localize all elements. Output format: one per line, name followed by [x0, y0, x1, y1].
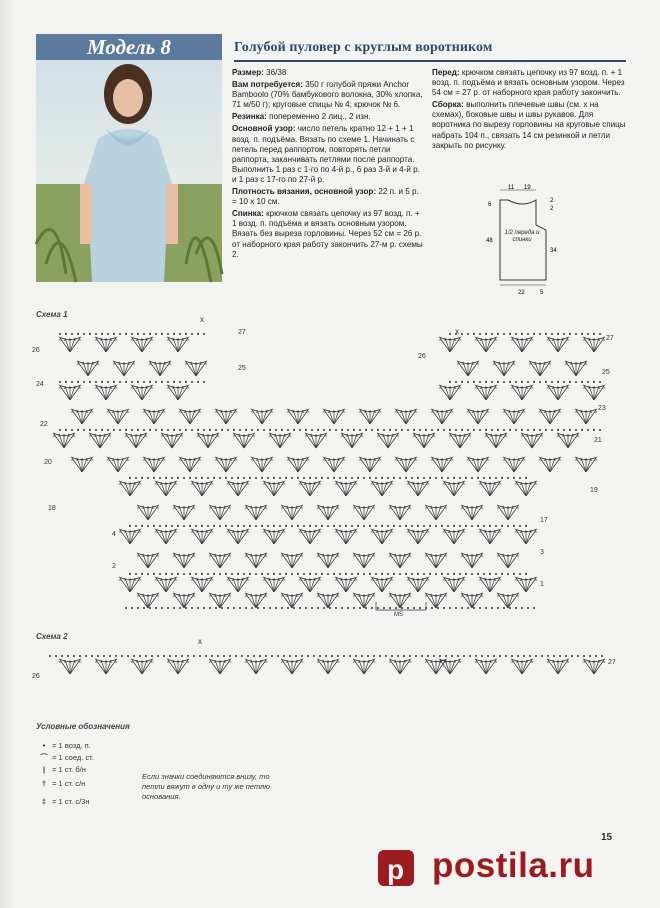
- stitch-fan: [515, 529, 537, 544]
- stitch-fan: [547, 385, 569, 400]
- stitch-fan: [77, 361, 99, 376]
- stitch-fan: [167, 659, 189, 674]
- seam-mark: x: [200, 315, 204, 324]
- chain-row: [59, 429, 601, 431]
- stitch-fan: [371, 529, 393, 544]
- stitch-fan: [173, 593, 195, 608]
- model-photo: [36, 34, 222, 282]
- schematic-label: 19: [524, 185, 531, 191]
- stitch-fan: [215, 457, 237, 472]
- schematic-label: 34: [550, 248, 557, 254]
- row-number: 17: [540, 517, 548, 524]
- stitch-fan: [263, 529, 285, 544]
- stitch-fan: [467, 457, 489, 472]
- stitch-fan: [389, 553, 411, 568]
- stitch-fan: [497, 553, 519, 568]
- stitch-fan: [575, 457, 597, 472]
- stitch-fan: [511, 337, 533, 352]
- stitch-fan: [71, 409, 93, 424]
- back-paragraph: Спинка: крючком связать цепочку из 97 возд. п. + 1 возд. п. подъёма и вязать основным узором. Вязать без выреза горловины. Через 52 см = 26 р. от наборного края работу закончить 27-м р. схемы 2.: [232, 209, 423, 259]
- stitch-fan: [511, 385, 533, 400]
- row-number: 20: [44, 459, 52, 466]
- stitch-fan: [529, 361, 551, 376]
- stitch-fan: [107, 457, 129, 472]
- stitch-fan: [269, 433, 291, 448]
- stitch-fan: [503, 409, 525, 424]
- stitch-fan: [167, 337, 189, 352]
- stitch-fan: [155, 481, 177, 496]
- stitch-fan: [547, 659, 569, 674]
- stitch-fan: [209, 553, 231, 568]
- schema1-diagram: [30, 315, 630, 618]
- stitch-fan: [431, 457, 453, 472]
- stitch-fan: [389, 659, 411, 674]
- chain-row: [129, 525, 527, 527]
- stitch-fan: [89, 433, 111, 448]
- stitch-fan: [251, 457, 273, 472]
- stitch-fan: [95, 337, 117, 352]
- stitch-fan: [359, 409, 381, 424]
- row-number: 2: [112, 563, 116, 570]
- stitch-fan: [209, 505, 231, 520]
- stitch-fan: [167, 385, 189, 400]
- stitch-fan: [521, 433, 543, 448]
- stitch-fan: [173, 553, 195, 568]
- stitch-fan: [377, 433, 399, 448]
- stitch-fan: [497, 593, 519, 608]
- stitch-fan: [209, 659, 231, 674]
- stitch-fan: [539, 457, 561, 472]
- stitch-fan: [143, 409, 165, 424]
- stitch-fan: [341, 433, 363, 448]
- stitch-fan: [353, 593, 375, 608]
- stitch-fan: [475, 385, 497, 400]
- schematic-label: 5: [540, 290, 544, 296]
- schema2-diagram: [30, 638, 630, 698]
- chain-row: [125, 607, 535, 609]
- stitch-fan: [131, 337, 153, 352]
- row-number: 19: [590, 487, 598, 494]
- stitch-fan: [583, 337, 605, 352]
- postila-logo-icon: [372, 846, 422, 890]
- row-number: 18: [48, 505, 56, 512]
- gauge-paragraph: Плотность вязания, основной узор: 22 п. и 5 р. = 10 х 10 см.: [232, 187, 419, 207]
- stitch-fan: [299, 481, 321, 496]
- schematic-label: 22: [518, 290, 525, 296]
- row-number: 22: [40, 421, 48, 428]
- stitch-fan: [59, 659, 81, 674]
- chain-row: [449, 381, 601, 383]
- stitch-fan: [161, 433, 183, 448]
- stitch-fan: [443, 577, 465, 592]
- stitch-fan: [215, 409, 237, 424]
- stitch-fan: [317, 553, 339, 568]
- stitch-fan: [299, 577, 321, 592]
- stitch-fan: [583, 385, 605, 400]
- stitch-fan: [583, 659, 605, 674]
- row-number: 25: [238, 365, 246, 372]
- stitch-fan: [497, 505, 519, 520]
- schema2-title: Схема 2: [36, 632, 68, 641]
- schematic-label: 11: [508, 185, 515, 191]
- stitch-fan: [245, 659, 267, 674]
- stitch-fan: [371, 577, 393, 592]
- stitch-fan: [227, 577, 249, 592]
- row-number: 3: [540, 549, 544, 556]
- stitch-fan: [425, 505, 447, 520]
- row-number: 27: [606, 335, 614, 342]
- stitch-fan: [281, 505, 303, 520]
- stitch-fan: [131, 385, 153, 400]
- stitch-fan: [475, 659, 497, 674]
- stitch-fan: [263, 481, 285, 496]
- stitch-fan: [547, 337, 569, 352]
- stitch-fan: [479, 577, 501, 592]
- stitch-fan: [431, 409, 453, 424]
- stitch-fan: [439, 659, 461, 674]
- row-number: 4: [112, 531, 116, 538]
- stitch-fan: [185, 361, 207, 376]
- stitch-fan: [137, 553, 159, 568]
- stitch-fan: [335, 529, 357, 544]
- schematic-label: 2: [550, 206, 554, 212]
- seam-mark: x: [198, 637, 202, 646]
- stitch-fan: [137, 505, 159, 520]
- legend-item: ‡ = 1 ст. с/3н: [41, 797, 90, 806]
- row-number: 27: [608, 659, 616, 666]
- stitch-fan: [443, 529, 465, 544]
- model-photo-image: [36, 34, 222, 282]
- stitch-fan: [425, 593, 447, 608]
- schematic-label: 2: [550, 198, 554, 204]
- stitch-fan: [59, 337, 81, 352]
- stitch-fan: [317, 659, 339, 674]
- stitch-fan: [461, 553, 483, 568]
- stitch-fan: [317, 593, 339, 608]
- stitch-fan: [425, 553, 447, 568]
- stitch-fan: [425, 659, 447, 674]
- stitch-fan: [565, 361, 587, 376]
- stitch-fan: [119, 529, 141, 544]
- stitch-fan: [263, 577, 285, 592]
- stitch-fan: [353, 553, 375, 568]
- stitch-fan: [245, 505, 267, 520]
- stitch-fan: [371, 481, 393, 496]
- schematic-label: 48: [486, 238, 493, 244]
- stitch-fan: [467, 409, 489, 424]
- stitch-fan: [413, 433, 435, 448]
- chain-row: [59, 333, 205, 335]
- front-paragraph: Перед: крючком связать цепочку из 97 возд. п. + 1 возд. п. подъёма и вязать основным узором. Через 54 см = 27 р. от наборного края работу закончить.: [432, 68, 625, 98]
- stitch-fan: [59, 385, 81, 400]
- stitch-fan: [227, 529, 249, 544]
- stitch-fan: [197, 433, 219, 448]
- stitch-fan: [457, 361, 479, 376]
- row-number: 24: [36, 381, 44, 388]
- stitch-fan: [443, 481, 465, 496]
- instructions-left-column: [232, 68, 424, 262]
- stitch-fan: [53, 433, 75, 448]
- schema1-title: Схема 1: [36, 310, 68, 319]
- stitch-fan: [335, 481, 357, 496]
- legend-item: | = 1 ст. б/н: [42, 765, 86, 774]
- stitch-fan: [233, 433, 255, 448]
- legend-note: Если значки соединяются внизу, то петли вяжут в одну и ту же петлю основания.: [142, 772, 270, 801]
- schematic-center-text: 1/2 переда и спинки: [504, 230, 540, 243]
- stitch-fan: [353, 505, 375, 520]
- legend-item: ⌒ = 1 соед. ст.: [40, 753, 94, 762]
- stitch-fan: [131, 659, 153, 674]
- main-pattern-paragraph: Основной узор: число петель кратно 12 + 1 + 1 возд. п. подъёма. Вязать по схеме 1. Начинать с петель перед раппортом, повторять петли раппорта, заканчивать петлями после раппорта. Выполнить 1 раз с 1-го по 4-й р., 6 раз 3-й и 4-й р. и 1 раз с 17-го по 27-й р.: [232, 124, 420, 184]
- stitch-fan: [461, 593, 483, 608]
- schematic-label: 6: [488, 202, 492, 208]
- row-number: 21: [594, 437, 602, 444]
- instructions-right-column: [432, 68, 628, 153]
- stitch-fan: [245, 593, 267, 608]
- seam-mark: x: [455, 327, 459, 336]
- stitch-fan: [95, 659, 117, 674]
- stitch-fan: [359, 457, 381, 472]
- stitch-fan: [479, 481, 501, 496]
- stitch-fan: [179, 409, 201, 424]
- page-binding-shadow: [0, 0, 14, 908]
- stitch-fan: [439, 385, 461, 400]
- title-underline: [234, 60, 626, 62]
- stitch-fan: [353, 659, 375, 674]
- stitch-fan: [191, 577, 213, 592]
- stitch-fan: [155, 577, 177, 592]
- stitch-fan: [503, 457, 525, 472]
- stitch-fan: [119, 481, 141, 496]
- stitch-fan: [281, 659, 303, 674]
- legend-title: Условные обозначения: [36, 722, 130, 731]
- stitch-fan: [191, 529, 213, 544]
- stitch-fan: [407, 529, 429, 544]
- stitch-fan: [493, 361, 515, 376]
- stitch-fan: [323, 457, 345, 472]
- stitch-fan: [389, 593, 411, 608]
- stitch-fan: [95, 385, 117, 400]
- stitch-fan: [323, 409, 345, 424]
- stitch-fan: [137, 593, 159, 608]
- stitch-fan: [575, 409, 597, 424]
- page-title: Голубой пуловер с круглым воротником: [234, 40, 493, 55]
- legend-item: • = 1 возд. п.: [42, 741, 91, 750]
- chain-row: [49, 655, 603, 657]
- size-paragraph: Размер: 36/38: [232, 68, 287, 77]
- repeat-label: MS: [394, 612, 403, 618]
- row-number: 26: [32, 673, 40, 680]
- stitch-fan: [281, 593, 303, 608]
- stitch-fan: [191, 481, 213, 496]
- watermark: [372, 846, 642, 890]
- stitch-fan: [155, 529, 177, 544]
- stitch-fan: [305, 433, 327, 448]
- stitch-fan: [227, 481, 249, 496]
- chain-row: [129, 477, 527, 479]
- stitch-fan: [389, 505, 411, 520]
- stitch-fan: [107, 409, 129, 424]
- row-number: 23: [598, 405, 606, 412]
- stitch-fan: [479, 529, 501, 544]
- row-number: 26: [418, 353, 426, 360]
- model-label: Модель 8: [36, 34, 222, 60]
- row-number: 27: [238, 329, 246, 336]
- stitch-fan: [461, 505, 483, 520]
- stitch-fan: [515, 481, 537, 496]
- stitch-fan: [113, 361, 135, 376]
- stitch-fan: [395, 457, 417, 472]
- stitch-fan: [179, 457, 201, 472]
- garment-schematic: [478, 180, 578, 296]
- stitch-fan: [407, 577, 429, 592]
- row-number: 25: [602, 369, 610, 376]
- stitch-fan: [173, 505, 195, 520]
- stitch-fan: [149, 361, 171, 376]
- watermark-text: postila.ru: [432, 846, 595, 885]
- chain-row: [129, 573, 527, 575]
- stitch-fan: [119, 577, 141, 592]
- stitch-fan: [143, 457, 165, 472]
- row-number: 1: [540, 581, 544, 588]
- stitch-fan: [287, 409, 309, 424]
- svg-text:p: p: [387, 854, 405, 885]
- stitch-fan: [251, 409, 273, 424]
- page-number: 15: [601, 832, 613, 843]
- stitch-fan: [475, 337, 497, 352]
- stitch-fan: [439, 337, 461, 352]
- legend-item: † = 1 ст. с/н: [41, 779, 86, 788]
- stitch-fan: [539, 409, 561, 424]
- ribbing-paragraph: Резинка: попеременно 2 лиц., 2 изн.: [232, 112, 371, 122]
- stitch-fan: [485, 433, 507, 448]
- stitch-fan: [395, 409, 417, 424]
- stitch-fan: [287, 457, 309, 472]
- stitch-fan: [209, 593, 231, 608]
- stitch-fan: [511, 659, 533, 674]
- stitch-fan: [317, 505, 339, 520]
- chain-row: [449, 333, 601, 335]
- stitch-fan: [407, 481, 429, 496]
- stitch-fan: [281, 553, 303, 568]
- stitch-fan: [557, 433, 579, 448]
- stitch-fan: [71, 457, 93, 472]
- row-number: 26: [32, 347, 40, 354]
- stitch-fan: [449, 433, 471, 448]
- stitch-fan: [125, 433, 147, 448]
- assembly-paragraph: Сборка: выполнить плечевые швы (см. х на схемах), боковые швы и швы рукавов. Для воротника по вырезу горловины на круговые спицы набрать 104 п., связать 14 см резинкой и петли закрыть по рисунку.: [432, 100, 626, 150]
- stitch-fan: [335, 577, 357, 592]
- stitch-fan: [515, 577, 537, 592]
- materials-paragraph: Вам потребуется: 350 г голубой пряжи Anchor Bamboolo (70% бамбукового волокна, 30% хлопка, 71 м/50 г); круговые спицы № 4; крючок № 6.: [232, 80, 423, 110]
- stitch-fan: [245, 553, 267, 568]
- stitch-fan: [299, 529, 321, 544]
- chain-row: [59, 381, 205, 383]
